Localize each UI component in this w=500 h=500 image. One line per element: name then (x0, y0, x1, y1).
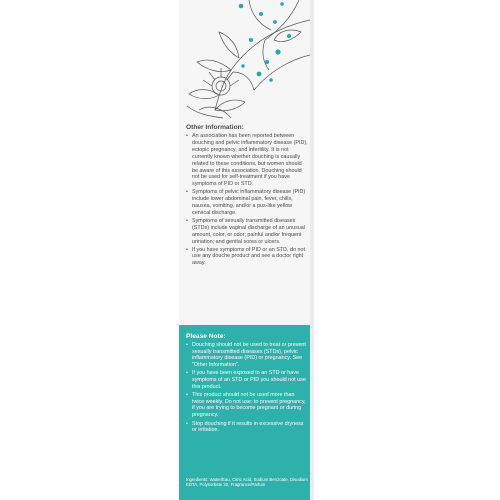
package-edge (310, 0, 314, 500)
please-note-heading: Please Note: (186, 333, 226, 340)
please-note-list (186, 342, 306, 434)
list-item: • If you have symptoms of PID or an STD, do not use any douche product and see a doctor right away. (186, 247, 308, 268)
list-item: • This product should not be used more than twice weekly. Do not use: to prevent pregnancy, if you are trying to become pregnant or during pregnancy. (186, 392, 306, 418)
other-information-list (186, 133, 308, 267)
list-item: • An association has been reported between douching and pelvic inflammatory disease (PID), ectopic pregnancy, and infertility. It is not currently known whether douching is causally related to these conditions, but women should be aware of this association. Douching should not be used for self-treatment if you have symptoms of PID or STD. (186, 133, 308, 188)
other-information-heading: Other Information: (186, 124, 244, 131)
list-item: • Stop douching if it results in excessive dryness or irritation. (186, 421, 306, 434)
list-item: • If you have been exposed to an STD or have symptoms of an STD or PID you should not use this product. (186, 370, 306, 390)
ingredients-text: Ingredients: Water/Eau, Citric Acid, Sodium Benzoate, Disodium EDTA, Polysorbate 20, Fragrance/Parfum (186, 477, 308, 488)
list-item: • Douching should not be used to treat or prevent sexually transmitted diseases (STDs), pelvic inflammatory disease (PID) or pregnancy. See "Other Information". (186, 342, 306, 368)
other-information-section (186, 124, 308, 268)
product-label (179, 0, 310, 500)
list-item: • Symptoms of sexually transmitted diseases (STDs) include vaginal discharge of an unusual amount, color, or odor; painful and/or frequent urination; and genital sores or ulcers. (186, 218, 308, 246)
please-note-panel (179, 325, 310, 500)
floral-illustration (179, 0, 310, 120)
list-item: • Symptoms of pelvic inflammatory disease (PID) include lower abdominal pain, fever, chills, nausea, vomiting, and/or a pus-like yellow cervical discharge. (186, 189, 308, 217)
